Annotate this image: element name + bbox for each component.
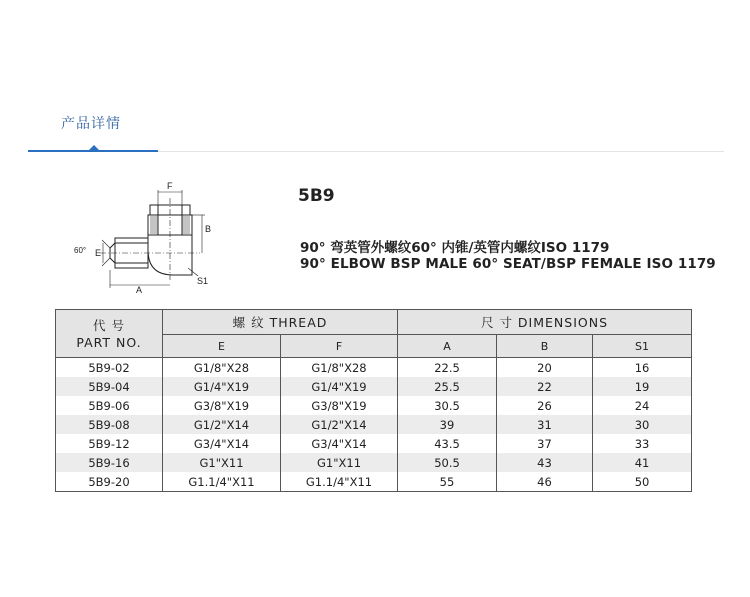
cell-s1: 19 bbox=[593, 377, 692, 396]
header-dimensions: 尺 寸 DIMENSIONS bbox=[398, 310, 692, 335]
header-part-no bbox=[56, 310, 163, 358]
cell-part-no: 5B9-08 bbox=[56, 415, 163, 434]
cell-b: 26 bbox=[497, 396, 593, 415]
cell-part-no: 5B9-16 bbox=[56, 453, 163, 472]
cell-part-no: 5B9-04 bbox=[56, 377, 163, 396]
cell-e: G1/2"X14 bbox=[163, 415, 281, 434]
cell-a: 50.5 bbox=[398, 453, 497, 472]
cell-b: 20 bbox=[497, 358, 593, 378]
section-title: 产品详情 bbox=[61, 116, 121, 132]
label-b: B bbox=[205, 224, 212, 234]
cell-f: G1"X11 bbox=[281, 453, 398, 472]
label-angle: 60° bbox=[74, 246, 87, 255]
cell-e: G1/8"X28 bbox=[163, 358, 281, 378]
cell-a: 39 bbox=[398, 415, 497, 434]
cell-s1: 30 bbox=[593, 415, 692, 434]
product-model: 5B9 bbox=[298, 186, 335, 206]
label-e: E bbox=[95, 248, 102, 258]
cell-s1: 16 bbox=[593, 358, 692, 378]
cell-a: 25.5 bbox=[398, 377, 497, 396]
cell-b: 43 bbox=[497, 453, 593, 472]
table-row bbox=[56, 415, 692, 434]
cell-e: G3/8"X19 bbox=[163, 396, 281, 415]
title-underline bbox=[28, 150, 158, 152]
cell-a: 30.5 bbox=[398, 396, 497, 415]
cell-part-no: 5B9-06 bbox=[56, 396, 163, 415]
header-col-b: B bbox=[497, 335, 593, 358]
cell-b: 37 bbox=[497, 434, 593, 453]
label-a: A bbox=[136, 285, 143, 295]
elbow-inner-curve bbox=[148, 235, 180, 275]
cell-a: 55 bbox=[398, 472, 497, 492]
header-thread: 螺 纹 THREAD bbox=[163, 310, 398, 335]
cell-a: 22.5 bbox=[398, 358, 497, 378]
cell-e: G3/4"X14 bbox=[163, 434, 281, 453]
cell-s1: 33 bbox=[593, 434, 692, 453]
cell-part-no: 5B9-20 bbox=[56, 472, 163, 492]
spec-table bbox=[55, 309, 692, 492]
product-desc-cn: 90° 弯英管外螺纹60° 内锥/英管内螺纹ISO 1179 bbox=[300, 240, 610, 256]
cell-e: G1.1/4"X11 bbox=[163, 472, 281, 492]
label-f: F bbox=[167, 181, 173, 191]
cell-f: G1/2"X14 bbox=[281, 415, 398, 434]
cell-s1: 41 bbox=[593, 453, 692, 472]
cell-a: 43.5 bbox=[398, 434, 497, 453]
cell-f: G1/8"X28 bbox=[281, 358, 398, 378]
table-row bbox=[56, 434, 692, 453]
cell-b: 46 bbox=[497, 472, 593, 492]
table-row bbox=[56, 396, 692, 415]
cell-s1: 50 bbox=[593, 472, 692, 492]
header-code-cn: 代 号 bbox=[93, 317, 125, 333]
table-row bbox=[56, 453, 692, 472]
header-col-f: F bbox=[281, 335, 398, 358]
cell-b: 22 bbox=[497, 377, 593, 396]
header-col-e: E bbox=[163, 335, 281, 358]
table-row bbox=[56, 358, 692, 378]
cell-f: G3/4"X14 bbox=[281, 434, 398, 453]
cell-e: G1"X11 bbox=[163, 453, 281, 472]
table-row bbox=[56, 377, 692, 396]
table-row bbox=[56, 472, 692, 492]
cell-e: G1/4"X19 bbox=[163, 377, 281, 396]
header-col-a: A bbox=[398, 335, 497, 358]
cell-f: G1.1/4"X11 bbox=[281, 472, 398, 492]
product-desc-en: 90° ELBOW BSP MALE 60° SEAT/BSP FEMALE ISO 1179 bbox=[300, 256, 716, 272]
divider bbox=[158, 151, 724, 152]
header-code-en: PART NO. bbox=[76, 334, 142, 350]
cell-f: G3/8"X19 bbox=[281, 396, 398, 415]
header-col-s1: S1 bbox=[593, 335, 692, 358]
cell-part-no: 5B9-12 bbox=[56, 434, 163, 453]
title-notch bbox=[89, 145, 99, 150]
cell-s1: 24 bbox=[593, 396, 692, 415]
cell-f: G1/4"X19 bbox=[281, 377, 398, 396]
cell-b: 31 bbox=[497, 415, 593, 434]
label-s1: S1 bbox=[197, 276, 209, 286]
cell-part-no: 5B9-02 bbox=[56, 358, 163, 378]
fitting-drawing bbox=[70, 180, 220, 295]
